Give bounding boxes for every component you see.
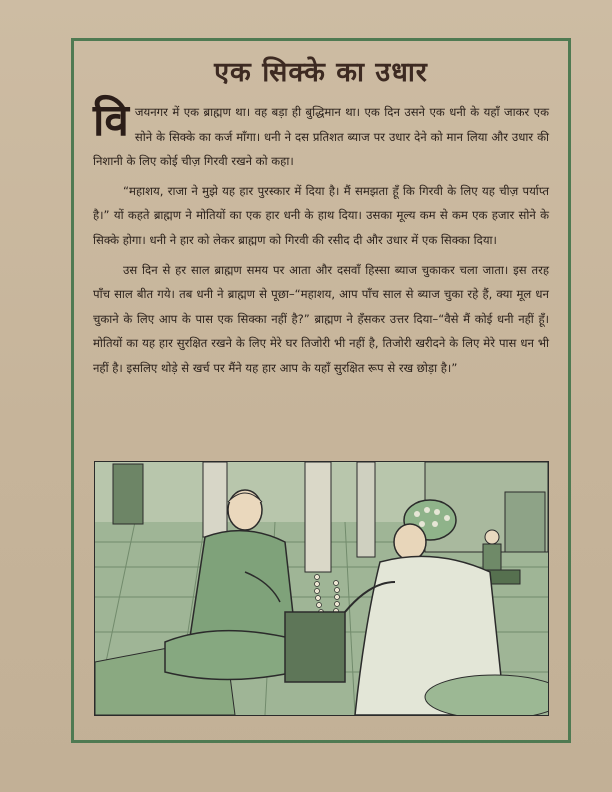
paragraph-1 [93, 95, 549, 174]
paragraph-1-text: जयनगर में एक ब्राह्मण था। वह बड़ा ही बुद्धिमान था। एक दिन उसने एक धनी के यहाँ जाकर एक सोने के सिक्के का कर्ज माँगा। धनी ने दस प्रतिशत ब्याज पर उधार देने को मान लिया और उधार की निशानी के लिए कोई चीज़ गिरवी रखने को कहा। [93, 105, 549, 169]
clerk-head [485, 530, 499, 544]
story-body [93, 95, 549, 386]
pillar-left [203, 462, 227, 537]
story-illustration [94, 461, 549, 716]
paragraph-2: “महाशय, राजा ने मुझे यह हार पुरस्कार में दिया है। मैं समझता हूँ कि गिरवी के लिए यह चीज़ पर्याप्त है।” यों कहते ब्राह्मण ने मोतियों का एक हार धनी के हाथ दिया। उसका मूल्य कम से कम एक हजार सोने के सिक्के होगा। धनी ने हार को लेकर ब्राह्मण को गिरवी की रसीद दी और उधार में एक सिक्का दिया। [93, 183, 549, 247]
doorway [113, 464, 143, 524]
pillar-right [357, 462, 375, 557]
pillar-center [305, 462, 331, 572]
story-title: एक सिक्के का उधार [214, 57, 428, 88]
drop-cap: वि [93, 95, 129, 146]
low-table [285, 612, 345, 682]
paragraph-3: उस दिन से हर साल ब्राह्मण समय पर आता और दसवाँ हिस्सा ब्याज चुकाकर चला जाता। इस तरह पाँच साल बीत गये। तब धनी ने ब्राह्मण से पूछा–“महाशय, आप पाँच साल से ब्याज चुका रहे हैं, क्या मूल धन चुकाने के लिए आप के पास एक सिक्का नहीं है?” ब्राह्मण ने हँसकर उत्तर दिया–“वैसे मैं कोई धनी नहीं हूँ। मोतियों का यह हार सुरक्षित रखने के लिए मेरे घर तिजोरी भी नहीं है, तिजोरी खरीदने के लिए मेरे पास धन भी नहीं है। इसलिए थोड़े से खर्च पर मैंने यह हार आप के यहाँ सुरक्षित रूप से रख छोड़ा है।” [93, 262, 549, 375]
illustration-scene [95, 462, 548, 715]
cupboard [505, 492, 545, 552]
